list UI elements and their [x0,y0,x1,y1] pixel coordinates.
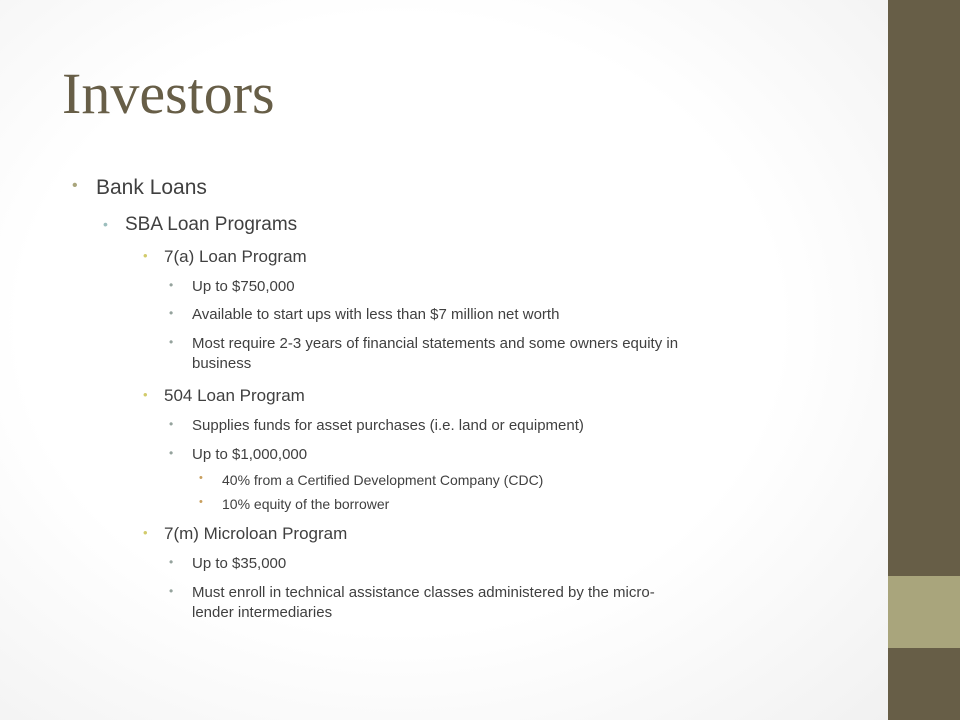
bullet-icon: • [199,472,203,484]
bullet-7a-up-to: Up to $750,000 [192,278,295,295]
bullet-7a-most-require-line1: Most require 2-3 years of financial statements and some owners equity in [192,335,679,352]
bullet-7m-enroll-line1: Must enroll in technical assistance classes administered by the micro- [192,584,655,601]
bullet-icon: • [199,496,203,508]
bullet-icon: • [143,248,148,263]
sidebar-band-top [888,0,960,576]
bullet-icon: • [169,417,174,431]
sidebar-band-middle [888,576,960,648]
bullet-504-cdc: 40% from a Certified Development Company (CDC) [222,472,544,488]
slide-title: Investors [62,61,275,126]
sidebar-band-bottom [888,648,960,720]
bullet-icon: • [169,584,174,598]
bullet-bank-loans: Bank Loans [96,176,207,199]
bullet-7a-most-require-line2: business [192,355,252,372]
bullet-504-up-to: Up to $1,000,000 [192,446,308,463]
bullet-7m-up-to: Up to $35,000 [192,555,287,572]
bullet-icon: • [143,525,148,540]
bullet-sba-loan-programs: SBA Loan Programs [125,214,298,235]
bullet-7m-enroll [192,583,842,623]
bullet-icon: • [72,177,78,194]
bullet-icon: • [169,555,174,569]
bullet-7a-available: Available to start ups with less than $7 million net worth [192,306,560,323]
bullet-7a-most-require [192,334,842,374]
bullet-icon: • [169,335,174,349]
bullet-7a-program: 7(a) Loan Program [164,247,307,266]
bullet-icon: • [143,387,148,402]
bullet-7m-program: 7(m) Microloan Program [164,524,348,543]
bullet-icon: • [103,216,108,232]
bullet-icon: • [169,446,174,460]
bullet-icon: • [169,278,174,292]
bullet-504-equity: 10% equity of the borrower [222,496,390,512]
bullet-504-supplies: Supplies funds for asset purchases (i.e. land or equipment) [192,417,584,434]
bullet-7m-enroll-line2: lender intermediaries [192,604,333,621]
bullet-504-program: 504 Loan Program [164,386,305,405]
bullet-icon: • [169,306,174,320]
